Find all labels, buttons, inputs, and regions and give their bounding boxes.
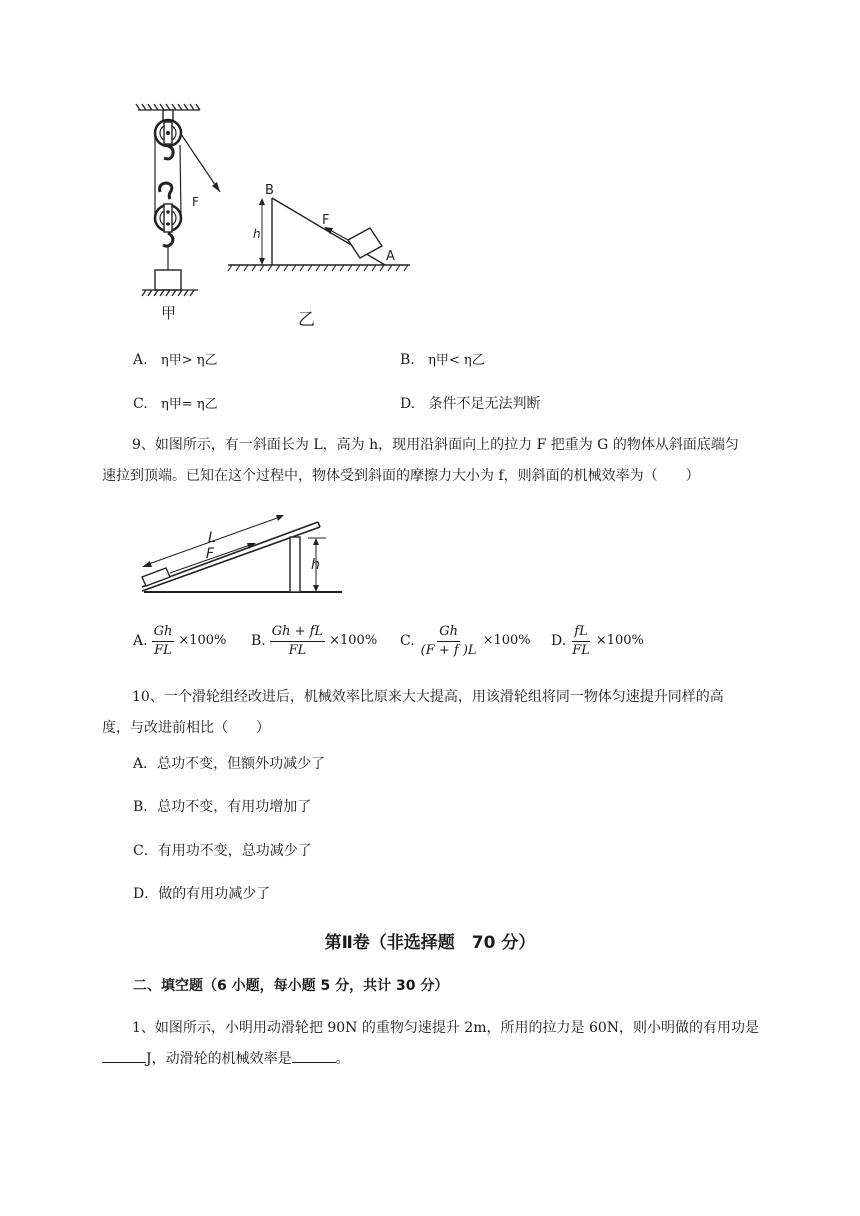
q8-option-c[interactable]: C. η甲= η乙 bbox=[133, 396, 218, 412]
floor-jia bbox=[142, 290, 198, 296]
incline-yi bbox=[228, 183, 410, 271]
force-label-F: F bbox=[206, 546, 215, 562]
q9-option-a[interactable]: A. $\frac{Gh}{FL}$ ×100% bbox=[133, 623, 227, 658]
q9-option-a-fraction: $\frac{Gh}{FL}$ bbox=[153, 623, 173, 658]
q9-option-d-fraction: $\frac{fL}{FL}$ bbox=[572, 623, 590, 658]
q10-option-c[interactable]: C．有用功不变，总功减少了 bbox=[133, 843, 312, 859]
q8-option-a-text: η甲> η乙 bbox=[160, 353, 218, 368]
q9-option-d[interactable]: D. $\frac{fL}{FL}$ ×100% bbox=[551, 623, 644, 658]
force-label-yi: F bbox=[322, 213, 330, 228]
force-label-jia: F bbox=[192, 195, 199, 209]
figure-label-yi: 乙 bbox=[298, 310, 315, 330]
q9-option-c[interactable]: C. $\frac{Gh}{(F + f )L}$ ×100% bbox=[400, 623, 531, 658]
incline-figure-q9 bbox=[130, 505, 350, 605]
q9-option-c-fraction: $\frac{Gh}{(F + f )L}$ bbox=[420, 623, 477, 658]
weight-block bbox=[155, 270, 181, 290]
q8-option-c-text: η甲= η乙 bbox=[161, 397, 218, 412]
ceiling bbox=[136, 104, 200, 110]
length-label-L: L bbox=[208, 530, 216, 546]
q8-option-b-text: η甲< η乙 bbox=[428, 353, 485, 368]
q8-option-b[interactable]: B. η甲< η乙 bbox=[400, 352, 485, 368]
movable-pulley bbox=[155, 183, 181, 270]
answer-blank-2[interactable] bbox=[292, 1048, 336, 1063]
fill-in-section-heading: 二、填空题（6 小题，每小题 5 分，共计 30 分） bbox=[133, 978, 449, 994]
point-label-A: A bbox=[386, 249, 395, 264]
height-label-h: h bbox=[311, 557, 320, 573]
fixed-pulley bbox=[155, 110, 181, 159]
q8-option-a[interactable]: A. η甲> η乙 bbox=[133, 352, 218, 368]
answer-blank-1[interactable] bbox=[102, 1048, 146, 1063]
part-2-title: 第Ⅱ卷（非选择题 70 分） bbox=[324, 933, 536, 953]
q10-option-d[interactable]: D．做的有用功减少了 bbox=[133, 886, 271, 902]
question-9-stem: 9、如图所示，有一斜面长为 L，高为 h，现用沿斜面向上的拉力 F 把重为 G 的物体从斜面底端匀 速拉到顶端。已知在这个过程中，物体受到斜面的摩擦力大小为 f，则斜面的机械效率为（ ） bbox=[102, 437, 739, 484]
q8-option-d-text: 条件不足无法判断 bbox=[428, 396, 541, 412]
question-10-stem: 10、一个滑轮组经改进后，机械效率比原来大大提高，用该滑轮组将同一物体匀速提升同样的高 度，与改进前相比（ ） bbox=[102, 689, 724, 736]
q9-option-b[interactable]: B. $\frac{Gh + fL}{FL}$ ×100% bbox=[251, 623, 378, 658]
figure-label-jia: 甲 bbox=[161, 304, 177, 322]
q10-option-b[interactable]: B．总功不变，有用功增加了 bbox=[133, 799, 312, 815]
pulley-incline-figure bbox=[120, 100, 420, 340]
fill-question-1: 1、如图所示，小明用动滑轮把 90N 的重物匀速提升 2m，所用的拉力是 60N，则小明做的有用功是 J，动滑轮的机械效率是 。 bbox=[102, 1013, 812, 1075]
point-label-B: B bbox=[265, 183, 274, 198]
q10-option-a[interactable]: A．总功不变，但额外功减少了 bbox=[133, 756, 326, 772]
height-label-yi: h bbox=[253, 227, 261, 241]
q8-option-d[interactable]: D. 条件不足无法判断 bbox=[400, 396, 541, 412]
q9-option-b-fraction: $\frac{Gh + fL}{FL}$ bbox=[271, 623, 324, 658]
